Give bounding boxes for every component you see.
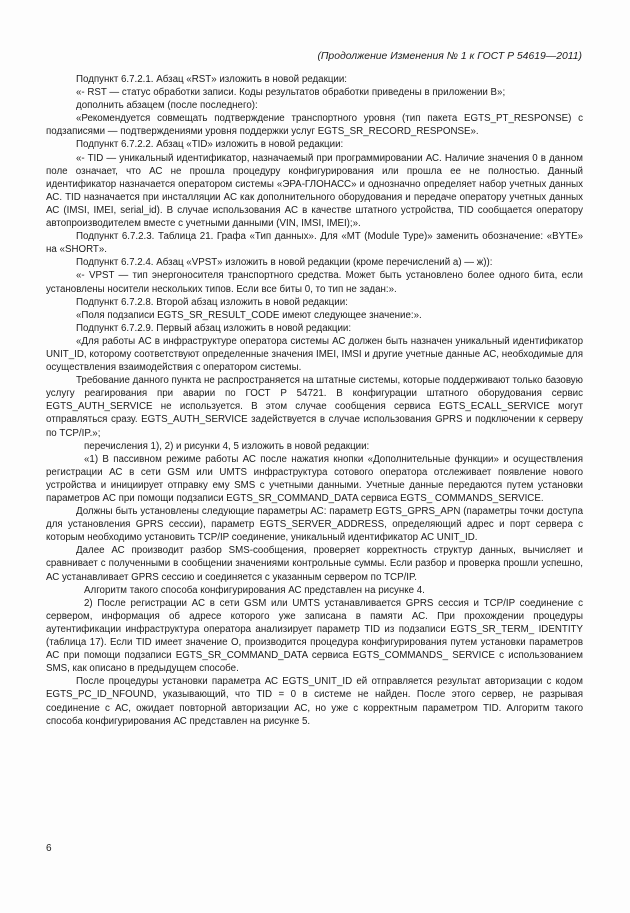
paragraph: «1) В пассивном режиме работы АС после нажатия кнопки «Дополнительные функции» и осуществления регистрации АС в сети GSM или UMTS инфраструктура сотового оператора отслеживает появление нового устройства и инициирует отправку ему SMS с учетными данными. Учетные данные передаются путем установки параметров АС при помощи подзаписи EGTS_SR_COMMAND_DATA сервиса EGTS_ COMMANDS_SERVICE. (46, 453, 583, 504)
paragraph: «Для работы АС в инфраструктуре оператора системы АС должен быть назначен уникальный идентификатор UNIT_ID, которому соответствуют определенные значения IMEI, IMSI и другие учетные данные АС, необходимые для осуществления взаимодействия с оператором системы. (46, 335, 583, 374)
paragraph: перечисления 1), 2) и рисунки 4, 5 изложить в новой редакции: (84, 440, 370, 452)
paragraph: «Рекомендуется совмещать подтверждение транспортного уровня (тип пакета EGTS_PT_RESPONSE) с подзаписями — подтверждениями уровня поддержки услуг EGTS_SR_RECORD_RESPONSE». (46, 113, 583, 138)
paragraph: Подпункт 6.7.2.1. Абзац «RST» изложить в новой редакции: (76, 74, 348, 85)
paragraph: Подпункт 6.7.2.3. Таблица 21. Графа «Тип данных». Для «MT (Module Type)» заменить обозначение: «BYTE» на «SHORT». (46, 231, 583, 256)
paragraph: Подпункт 6.7.2.8. Второй абзац изложить в новой редакции: (76, 296, 348, 308)
running-header: (Продолжение Изменения № 1 к ГОСТ Р 54619—2011) (317, 51, 582, 62)
paragraph: «- RST — статус обработки записи. Коды результатов обработки приведены в приложении В»; (76, 87, 506, 99)
paragraph: дополнить абзацем (после последнего): (76, 100, 258, 112)
paragraph: Подпункт 6.7.2.9. Первый абзац изложить в новой редакции: (76, 322, 352, 334)
paragraph: Подпункт 6.7.2.2. Абзац «TID» изложить в новой редакции: (76, 139, 344, 151)
paragraph: Подпункт 6.7.2.4. Абзац «VPST» изложить в новой редакции (кроме перечислений а) — ж)): (76, 257, 493, 269)
document-body (46, 73, 583, 728)
paragraph: «- TID — уникальный идентификатор, назначаемый при программировании АС. Наличие значения 0 в данном поле означает, что АС не прошла процедуру конфигурирования или прошла ее не полностью. Данный идентификатор назначается оператором системы «ЭРА-ГЛОНАСС» и однозначно определяет набор учетных данных АС. TID назначается при инсталляции АС как дополнительного оборудования и передаче оператору учетных данных АС (IMSI, IMEI, serial_id). В случае использования АС в качестве штатного устройства, TID сообщается оператору автопроизводителем вместе с учетными данными (VIN, IMSI, IMEI);». (46, 152, 583, 230)
paragraph: После процедуры установки параметра АС EGTS_UNIT_ID ей отправляется результат авторизации с кодом EGTS_PC_ID_NFOUND, указывающий, что TID = 0 в системе не найден. После этого сервер, не разрывая соединение с АС, ожидает повторной авторизации АС, но уже с корректным параметром TID. Алгоритм такого способа конфигурирования АС представлен на рисунке 5. (46, 676, 583, 727)
paragraph: Должны быть установлены следующие параметры АС: параметр EGTS_GPRS_APN (параметры точки доступа для установления GPRS сессии), параметр EGTS_SERVER_ADDRESS, определяющий адрес и порт сервера с которым необходимо установить TCP/IP соединение, уникальный идентификатор АС UNIT_ID. (46, 506, 583, 544)
paragraph: «Поля подзаписи EGTS_SR_RESULT_CODE имеют следующее значение:». (76, 309, 422, 321)
paragraph: Алгоритм такого способа конфигурирования АС представлен на рисунке 4. (84, 584, 425, 596)
paragraph: 2) После регистрации АС в сети GSM или UMTS устанавливается GPRS сессия и TCP/IP соединение с сервером, информация об адресе которого уже записана в памяти АС. При прохождении процедуры аутентификации инфраструктура оператора анализирует параметр TID из подзаписи EGTS_SR_TERM_ IDENTITY (таблица 17). Если TID имеет значение О, производится процедура конфигурирования путем установки параметров АС при помощи подзаписи EGTS_SR_COMMAND_DATA сервиса EGTS_COMMANDS_ SERVICE с использованием SMS, как описано в предыдущем способе. (46, 597, 583, 675)
paragraph: Далее АС производит разбор SMS-сообщения, проверяет корректность структур данных, вычисляет и сравнивает с полученными в сообщении значениями контрольные суммы. Если разбор и проверка прошли успешно, АС устанавливает GPRS сессию и соединяется с указанным сервером по TCP/IP. (46, 545, 583, 583)
paragraph: «- VPST — тип энергоносителя транспортного средства. Может быть установлено более одного бита, если установлены носители нескольких типов. Если все биты 0, то тип не задан:». (46, 270, 583, 295)
page-number: 6 (46, 843, 52, 854)
paragraph: Требование данного пункта не распространяется на штатные системы, которые поддерживают только базовую услугу реагирования при аварии по ГОСТ Р 54721. В конфигурации штатного оборудования сервис EGTS_AUTH_SERVICE не используется. В этом случае сообщения сервиса EGTS_ECALL_SERVICE могут отправляться сразу. EGTS_AUTH_SERVICE задействуется в случае использования GPRS и подключении к серверу по TCP/IP.»; (46, 375, 583, 439)
